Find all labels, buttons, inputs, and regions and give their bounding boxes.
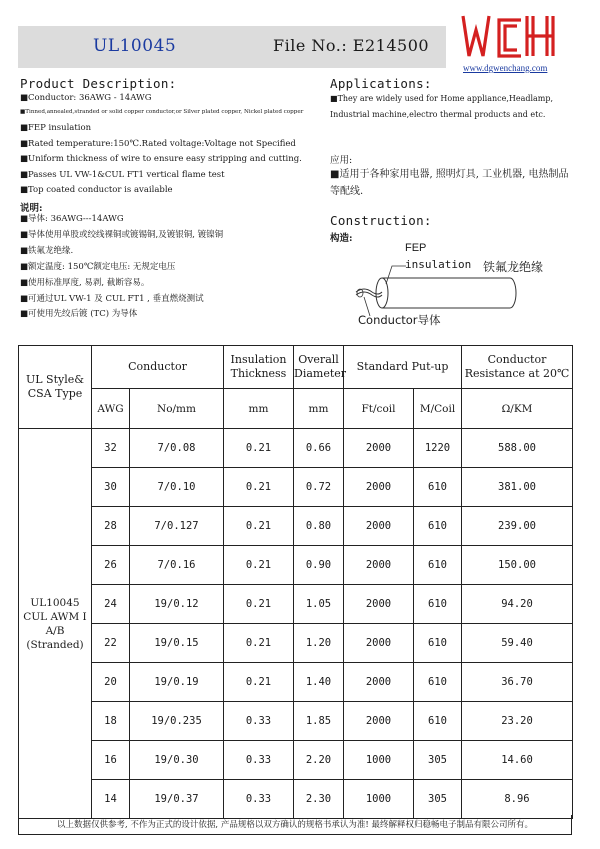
cell-ins: 0.21 [224, 507, 294, 546]
table-row [19, 780, 573, 819]
cell-res: 150.00 [462, 546, 573, 585]
cell-m: 610 [414, 585, 462, 624]
desc-cn-item: ■导体: 36AWG---14AWG [20, 214, 124, 224]
cell-m: 610 [414, 468, 462, 507]
description-cn-title: 说明: [20, 203, 43, 214]
desc-cn-item: ■额定温度: 150℃额定电压: 无规定电压 [20, 262, 176, 272]
cell-strand: 19/0.30 [130, 741, 224, 780]
cell-m: 1220 [414, 429, 462, 468]
cell-m: 610 [414, 624, 462, 663]
wire-construction-diagram [350, 240, 570, 330]
footer-disclaimer: 以上数据仅供参考, 不作为正式的设计依据, 产品规格以双方确认的规格书承认为准! 最终解释权归稳畅电子制品有限公司所有。 [18, 815, 572, 835]
website-link[interactable]: www.dgwenchang.com [463, 63, 548, 73]
cell-dia: 1.05 [294, 585, 344, 624]
cell-ft: 2000 [344, 546, 414, 585]
subheader-mcoil: M/Coil [414, 389, 462, 429]
subheader-dia-unit: mm [294, 389, 344, 429]
header-ul-style: UL Style& CSA Type [19, 346, 92, 429]
table-row [19, 663, 573, 702]
cell-strand: 19/0.235 [130, 702, 224, 741]
desc-item: ■Conductor: 36AWG - 14AWG [20, 93, 152, 103]
cell-res: 8.96 [462, 780, 573, 819]
cell-res: 239.00 [462, 507, 573, 546]
header-conductor: Conductor [92, 346, 224, 389]
cell-strand: 19/0.15 [130, 624, 224, 663]
ul-style-cell: UL10045 CUL AWM I A/B (Stranded) [19, 429, 92, 819]
cell-m: 305 [414, 780, 462, 819]
cell-dia: 1.85 [294, 702, 344, 741]
subheader-awg: AWG [92, 389, 130, 429]
cell-m: 610 [414, 507, 462, 546]
cell-m: 305 [414, 741, 462, 780]
cell-ft: 2000 [344, 507, 414, 546]
cell-strand: 7/0.08 [130, 429, 224, 468]
table-row [19, 507, 573, 546]
cell-m: 610 [414, 702, 462, 741]
applications-title: Applications: [330, 76, 432, 91]
cell-m: 610 [414, 546, 462, 585]
header-band [18, 26, 446, 68]
cell-dia: 2.30 [294, 780, 344, 819]
desc-item: ■Top coated conductor is available [20, 185, 173, 195]
header-insulation: Insulation Thickness [224, 346, 294, 389]
cell-ft: 2000 [344, 702, 414, 741]
subheader-ins-unit: mm [224, 389, 294, 429]
insulation-label: insulation [405, 258, 472, 271]
construction-cn-title: 构造: [330, 233, 353, 244]
cell-ft: 2000 [344, 585, 414, 624]
cell-dia: 1.40 [294, 663, 344, 702]
table-row [19, 741, 573, 780]
cell-awg: 18 [92, 702, 130, 741]
cell-awg: 28 [92, 507, 130, 546]
conductor-label: Conductor导体 [358, 313, 441, 327]
header-resistance: Conductor Resistance at 20℃ [462, 346, 573, 389]
cell-strand: 7/0.16 [130, 546, 224, 585]
cell-strand: 19/0.37 [130, 780, 224, 819]
cell-strand: 19/0.19 [130, 663, 224, 702]
cell-awg: 14 [92, 780, 130, 819]
header-diameter: Overall Diameter [294, 346, 344, 389]
cell-ins: 0.21 [224, 429, 294, 468]
cell-awg: 22 [92, 624, 130, 663]
desc-cn-item: ■可通过UL VW-1 及 CUL FT1 , 垂直燃烧测试 [20, 294, 204, 304]
cell-ft: 2000 [344, 468, 414, 507]
applications-cn-text: ■适用于各种家用电器, 照明灯具, 工业机器, 电热制品等配线. [330, 169, 569, 197]
wch-logo [459, 10, 559, 62]
file-number: File No.: E214500 [273, 36, 430, 55]
cell-ft: 1000 [344, 741, 414, 780]
desc-item: ■Tinned,annealed,stranded or solid copper conductor,or Silver plated copper, Nickel plated copper [20, 109, 304, 115]
cell-res: 23.20 [462, 702, 573, 741]
desc-item: ■Passes UL VW-1&CUL FT1 vertical flame test [20, 170, 225, 180]
cell-awg: 26 [92, 546, 130, 585]
desc-item: ■Uniform thickness of wire to ensure easy stripping and cutting. [20, 154, 302, 164]
cell-ins: 0.21 [224, 546, 294, 585]
subheader-ftcoil: Ft/coil [344, 389, 414, 429]
desc-item: ■FEP insulation [20, 123, 92, 133]
cell-res: 94.20 [462, 585, 573, 624]
cell-res: 36.70 [462, 663, 573, 702]
cell-m: 610 [414, 663, 462, 702]
cell-ft: 2000 [344, 624, 414, 663]
cell-strand: 7/0.10 [130, 468, 224, 507]
cell-ins: 0.33 [224, 702, 294, 741]
desc-cn-item: ■使用标准厚度, 易剥, 截断容易。 [20, 278, 150, 288]
desc-item: ■Rated temperature:150℃.Rated voltage:Voltage not Specified [20, 139, 296, 149]
table-row [19, 585, 573, 624]
subheader-res-unit: Ω/KM [462, 389, 573, 429]
header-putup: Standard Put-up [344, 346, 462, 389]
cell-dia: 0.66 [294, 429, 344, 468]
desc-cn-item: ■可使用先绞后镀 (TC) 为导体 [20, 309, 138, 319]
cell-ins: 0.21 [224, 468, 294, 507]
table-row [19, 429, 573, 468]
cell-ins: 0.21 [224, 663, 294, 702]
desc-cn-item: ■铁氟龙绝缘. [20, 246, 74, 256]
table-row [19, 624, 573, 663]
cell-dia: 1.20 [294, 624, 344, 663]
applications-cn-title: 应用: [330, 155, 353, 166]
table-row [19, 468, 573, 507]
cell-ins: 0.21 [224, 585, 294, 624]
desc-cn-item: ■导体使用单股或绞线裸铜或镀锡铜,及镀银铜, 镀镍铜 [20, 230, 224, 240]
cell-res: 14.60 [462, 741, 573, 780]
cell-awg: 32 [92, 429, 130, 468]
cell-ft: 2000 [344, 429, 414, 468]
construction-title: Construction: [330, 213, 432, 228]
product-description-title: Product Description: [20, 76, 177, 91]
spec-table [18, 345, 573, 819]
cell-dia: 0.72 [294, 468, 344, 507]
table-row [19, 702, 573, 741]
fep-label: FEP [405, 242, 427, 254]
cell-res: 588.00 [462, 429, 573, 468]
cell-strand: 19/0.12 [130, 585, 224, 624]
cell-dia: 0.90 [294, 546, 344, 585]
cell-ins: 0.33 [224, 780, 294, 819]
applications-text: ■They are widely used for Home appliance,Headlamp, Industrial machine,electro thermal products and etc. [330, 94, 554, 119]
cell-strand: 7/0.127 [130, 507, 224, 546]
cell-awg: 30 [92, 468, 130, 507]
cell-ft: 1000 [344, 780, 414, 819]
cell-dia: 2.20 [294, 741, 344, 780]
cell-res: 381.00 [462, 468, 573, 507]
cell-awg: 20 [92, 663, 130, 702]
cell-ins: 0.33 [224, 741, 294, 780]
subheader-nomm: No/mm [130, 389, 224, 429]
table-row [19, 546, 573, 585]
cell-awg: 24 [92, 585, 130, 624]
cell-ft: 2000 [344, 663, 414, 702]
cell-res: 59.40 [462, 624, 573, 663]
model-number: UL10045 [93, 36, 177, 56]
cell-ins: 0.21 [224, 624, 294, 663]
cell-dia: 0.80 [294, 507, 344, 546]
insulation-cn-label: 铁氟龙绝缘 [483, 260, 544, 274]
cell-awg: 16 [92, 741, 130, 780]
